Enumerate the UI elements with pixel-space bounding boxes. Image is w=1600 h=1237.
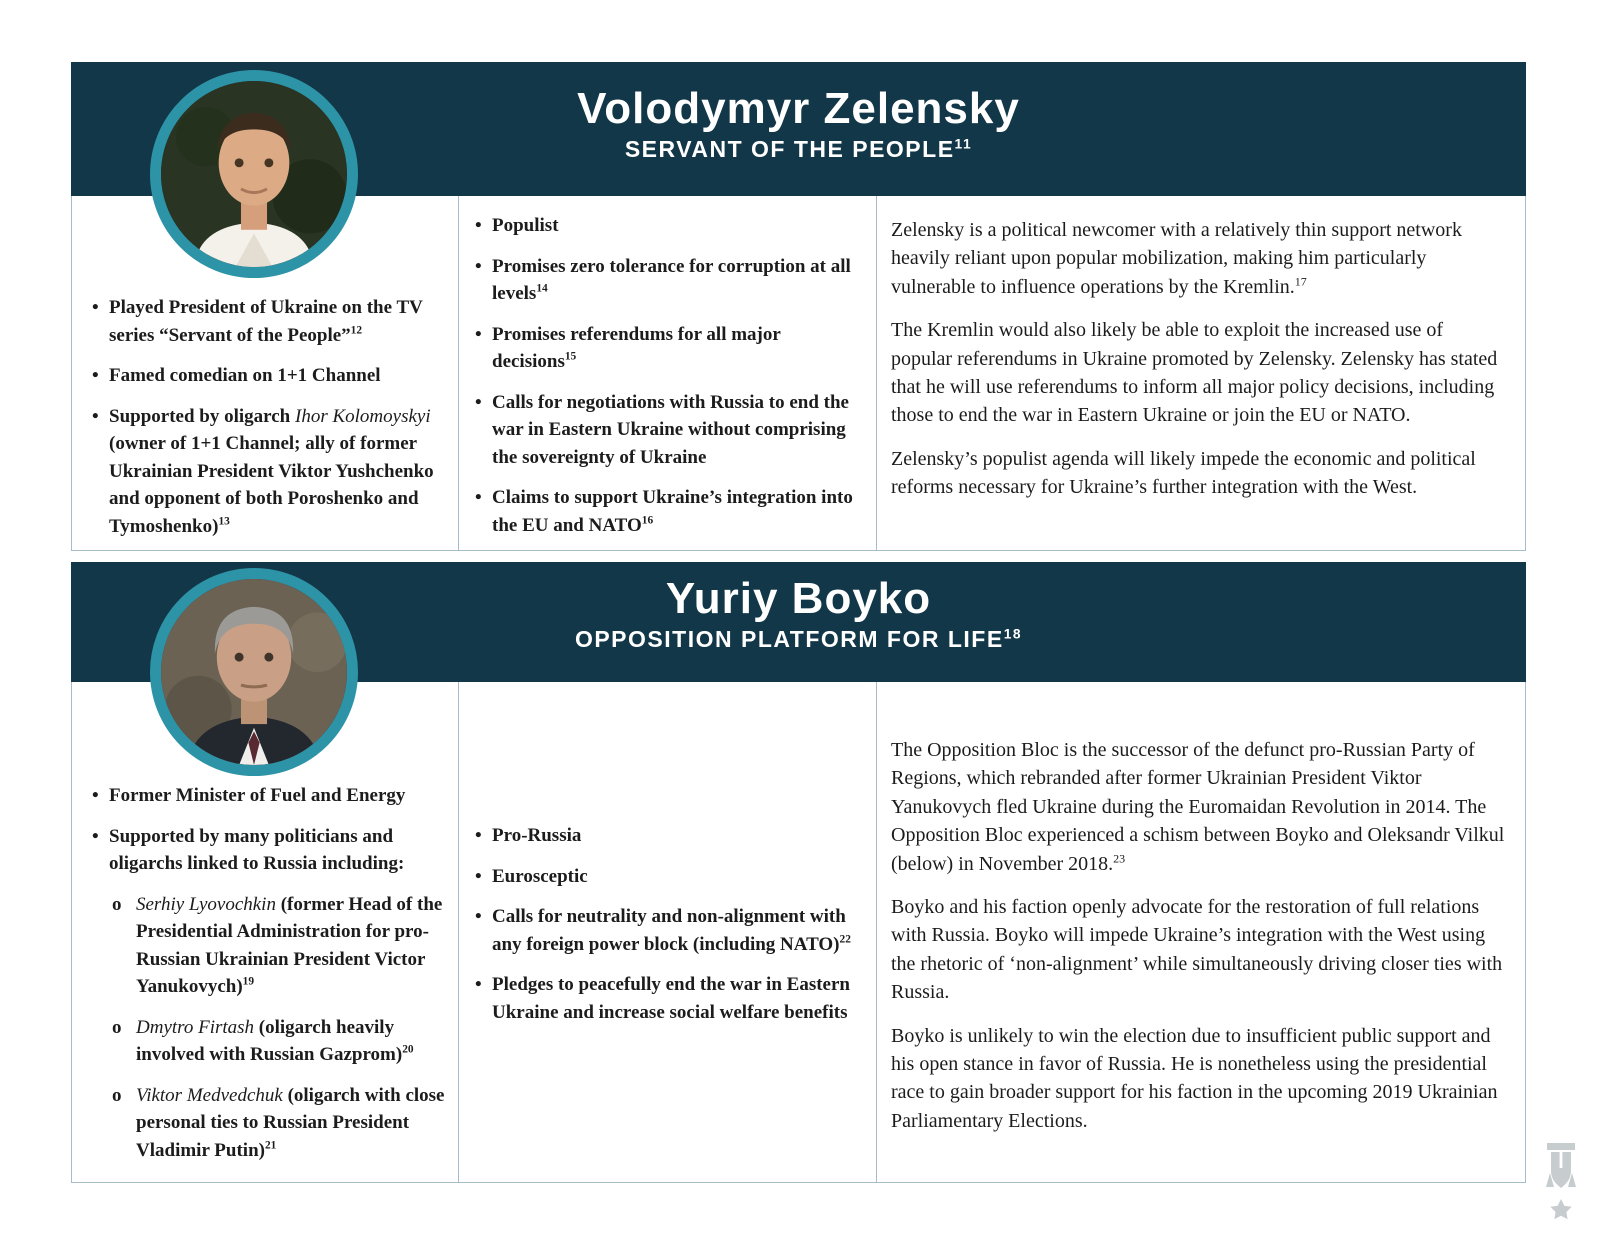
bullet-text	[109, 823, 446, 878]
footnote-ref: 20	[402, 1044, 414, 1057]
text-segment: Calls for neutrality and non-alignment with any foreign power block (including NATO)	[492, 906, 846, 955]
footnote-ref: 16	[641, 514, 654, 527]
text-segment: Boyko is unlikely to win the election due to insufficient public support and his open stance in favor of Russia. He is nonetheless using the presidential race to gain broader support for his faction in the upcoming 2019 Ukrainian Parliamentary Elections.	[891, 1024, 1498, 1132]
footnote-ref: 12	[350, 324, 363, 337]
candidate-name: Yuriy Boyko	[665, 574, 932, 623]
footnote-ref: 23	[1113, 850, 1126, 865]
bullet-text	[136, 1014, 446, 1069]
text-segment: Supported by oligarch	[109, 405, 295, 427]
bullet-item	[92, 294, 446, 349]
sub-bullet-item	[92, 891, 446, 1001]
text-segment: Supported by many politicians and oligarchs linked to Russia including:	[109, 825, 405, 875]
text-segment: Promises zero tolerance for corruption at all levels	[492, 255, 851, 305]
text-segment: Pledges to peacefully end the war in Eastern Ukraine and increase social welfare benefits	[492, 974, 850, 1023]
bullet-item	[475, 903, 862, 958]
text-segment: Serhiy Lyovochkin	[136, 893, 276, 915]
bullet-item	[475, 321, 862, 376]
analysis-paragraph	[891, 216, 1507, 301]
footnote-ref: 13	[218, 515, 230, 528]
bullet-marker: •	[475, 865, 482, 887]
platform-column	[459, 196, 877, 550]
analysis-paragraph	[891, 445, 1507, 502]
bullet-item	[475, 822, 862, 850]
text-segment: The Opposition Bloc is the successor of the defunct pro-Russian Party of Regions, which rebranded after former Ukrainian President Viktor Yanukovych fled Ukraine during the Euromaidan Revolution in 2014. The Opposition Bloc experienced a schism between Boyko and Oleksandr Vilkul (below) in November 2018.	[891, 739, 1505, 875]
bullet-item	[92, 403, 446, 541]
footnote-ref: 11	[954, 136, 973, 152]
portrait-placeholder-icon	[161, 579, 347, 765]
footnote-ref: 14	[536, 282, 548, 295]
bullet-marker: •	[92, 405, 99, 427]
bullet-marker: •	[475, 255, 482, 277]
text-segment: Former Minister of Fuel and Energy	[109, 785, 406, 806]
bullet-text	[492, 321, 862, 376]
candidate-name: Volodymyr Zelensky	[577, 84, 1020, 133]
bullet-marker: •	[475, 323, 482, 345]
footnote-ref: 18	[1003, 626, 1023, 642]
bullet-marker: •	[92, 825, 99, 847]
text-segment: Zelensky is a political newcomer with a relatively thin support network heavily reliant upon popular mobilization, making him particularly vulnerable to influence operations by the Kremlin.	[891, 219, 1462, 298]
analysis-paragraph	[891, 736, 1507, 878]
bullet-marker: •	[475, 906, 482, 928]
text-segment: Calls for negotiations with Russia to end the war in Eastern Ukraine without comprising the sovereignty of Ukraine	[492, 391, 849, 468]
footnote-ref: 17	[1294, 274, 1307, 289]
text-segment: Played President of Ukraine on the TV series “Servant of the People”	[109, 297, 423, 346]
bullet-text	[492, 212, 559, 240]
text-segment: Dmytro Firtash	[136, 1016, 255, 1038]
footnote-ref: 15	[564, 350, 577, 363]
bullet-item	[475, 389, 862, 472]
footnote-ref: 21	[264, 1139, 277, 1152]
bullet-marker: o	[112, 893, 122, 915]
footnote-ref: 19	[242, 975, 255, 988]
analysis-column	[877, 682, 1525, 1182]
bullet-text	[109, 403, 446, 541]
bullet-marker: •	[92, 785, 99, 806]
bullet-text	[109, 362, 381, 390]
bullet-item	[475, 212, 862, 240]
portrait-placeholder-icon	[161, 81, 347, 267]
text-segment: (oligarch with close personal ties to Russian President Vladimir Putin)	[136, 1084, 445, 1162]
bullet-item	[475, 863, 862, 891]
text-segment: Eurosceptic	[492, 865, 588, 887]
footnote-ref: 22	[839, 933, 851, 946]
party-label: SERVANT OF THE PEOPLE	[624, 136, 955, 163]
bullet-text	[492, 822, 581, 850]
bullet-item	[92, 362, 446, 390]
zelensky-photo	[150, 70, 358, 278]
analysis-paragraph	[891, 316, 1507, 430]
bullet-text	[492, 971, 862, 1026]
platform-column	[459, 682, 877, 1182]
boyko-photo	[150, 568, 358, 776]
text-segment: Promises referendums for all major decisions	[492, 323, 781, 373]
bullet-marker: •	[475, 487, 482, 509]
text-segment: Claims to support Ukraine’s integration into the EU and NATO	[492, 487, 853, 536]
bullet-text	[492, 484, 862, 539]
text-segment: The Kremlin would also likely be able to exploit the increased use of popular referendums in Ukraine promoted by Zelensky. Zelensky has stated that he will use referendums to inform all major policy decisions, including those to end the war in Eastern Ukraine or join the EU or NATO.	[891, 319, 1498, 427]
bullet-text	[492, 389, 862, 472]
column-and-star-logo-icon	[1544, 1143, 1578, 1223]
bullet-marker: •	[475, 974, 482, 996]
bullet-text	[109, 782, 405, 810]
analysis-column	[877, 196, 1525, 550]
bullet-text	[492, 253, 862, 308]
bullet-item	[475, 253, 862, 308]
sub-bullet-item	[92, 1082, 446, 1165]
text-segment: Famed comedian on 1+1 Channel	[109, 365, 381, 387]
candidate-card-zelensky	[71, 62, 1526, 551]
bullet-item	[475, 971, 862, 1026]
bullet-text	[492, 903, 862, 958]
text-segment: Ihor Kolomoyskyi	[295, 405, 431, 427]
bullet-item	[92, 823, 446, 878]
bullet-item	[92, 782, 446, 810]
bullet-text	[492, 863, 588, 891]
text-segment: (owner of 1+1 Channel; ally of former Ukrainian President Viktor Yushchenko and opponent of both Poroshenko and Tymoshenko)	[109, 433, 434, 537]
analysis-paragraph	[891, 893, 1507, 1007]
party-label: OPPOSITION PLATFORM FOR LIFE	[574, 626, 1004, 653]
sub-bullet-item	[92, 1014, 446, 1069]
bullet-text	[136, 1082, 446, 1165]
bullet-marker: •	[92, 297, 99, 318]
bullet-marker: •	[475, 391, 482, 413]
bullet-marker: o	[112, 1016, 122, 1038]
text-segment: (oligarch heavily involved with Russian Gazprom)	[136, 1016, 403, 1066]
candidate-card-boyko	[71, 562, 1526, 1183]
analysis-paragraph	[891, 1022, 1507, 1136]
text-segment: Viktor Medvedchuk	[136, 1084, 283, 1106]
bullet-text	[109, 294, 446, 349]
bullet-text	[136, 891, 446, 1001]
text-segment: Populist	[492, 215, 559, 236]
bullet-item	[475, 484, 862, 539]
bullet-marker: •	[92, 365, 99, 387]
bullet-marker: o	[112, 1084, 122, 1106]
bullet-marker: •	[475, 215, 482, 236]
text-segment: Boyko and his faction openly advocate for the restoration of full relations with Russia. Boyko will impede Ukraine’s integration with the West using the rhetoric of ‘non-alignment’ while simultaneously driving closer ties with Russia.	[891, 895, 1503, 1004]
text-segment: (former Head of the Presidential Administration for pro-Russian Ukrainian President Victor Yanukovych)	[136, 893, 443, 998]
text-segment: Pro-Russia	[492, 825, 582, 846]
text-segment: Zelensky’s populist agenda will likely impede the economic and political reforms necessary for Ukraine’s further integration with the West.	[891, 447, 1476, 499]
bullet-marker: •	[475, 825, 482, 846]
column-and-star-glyph	[1544, 1143, 1578, 1223]
